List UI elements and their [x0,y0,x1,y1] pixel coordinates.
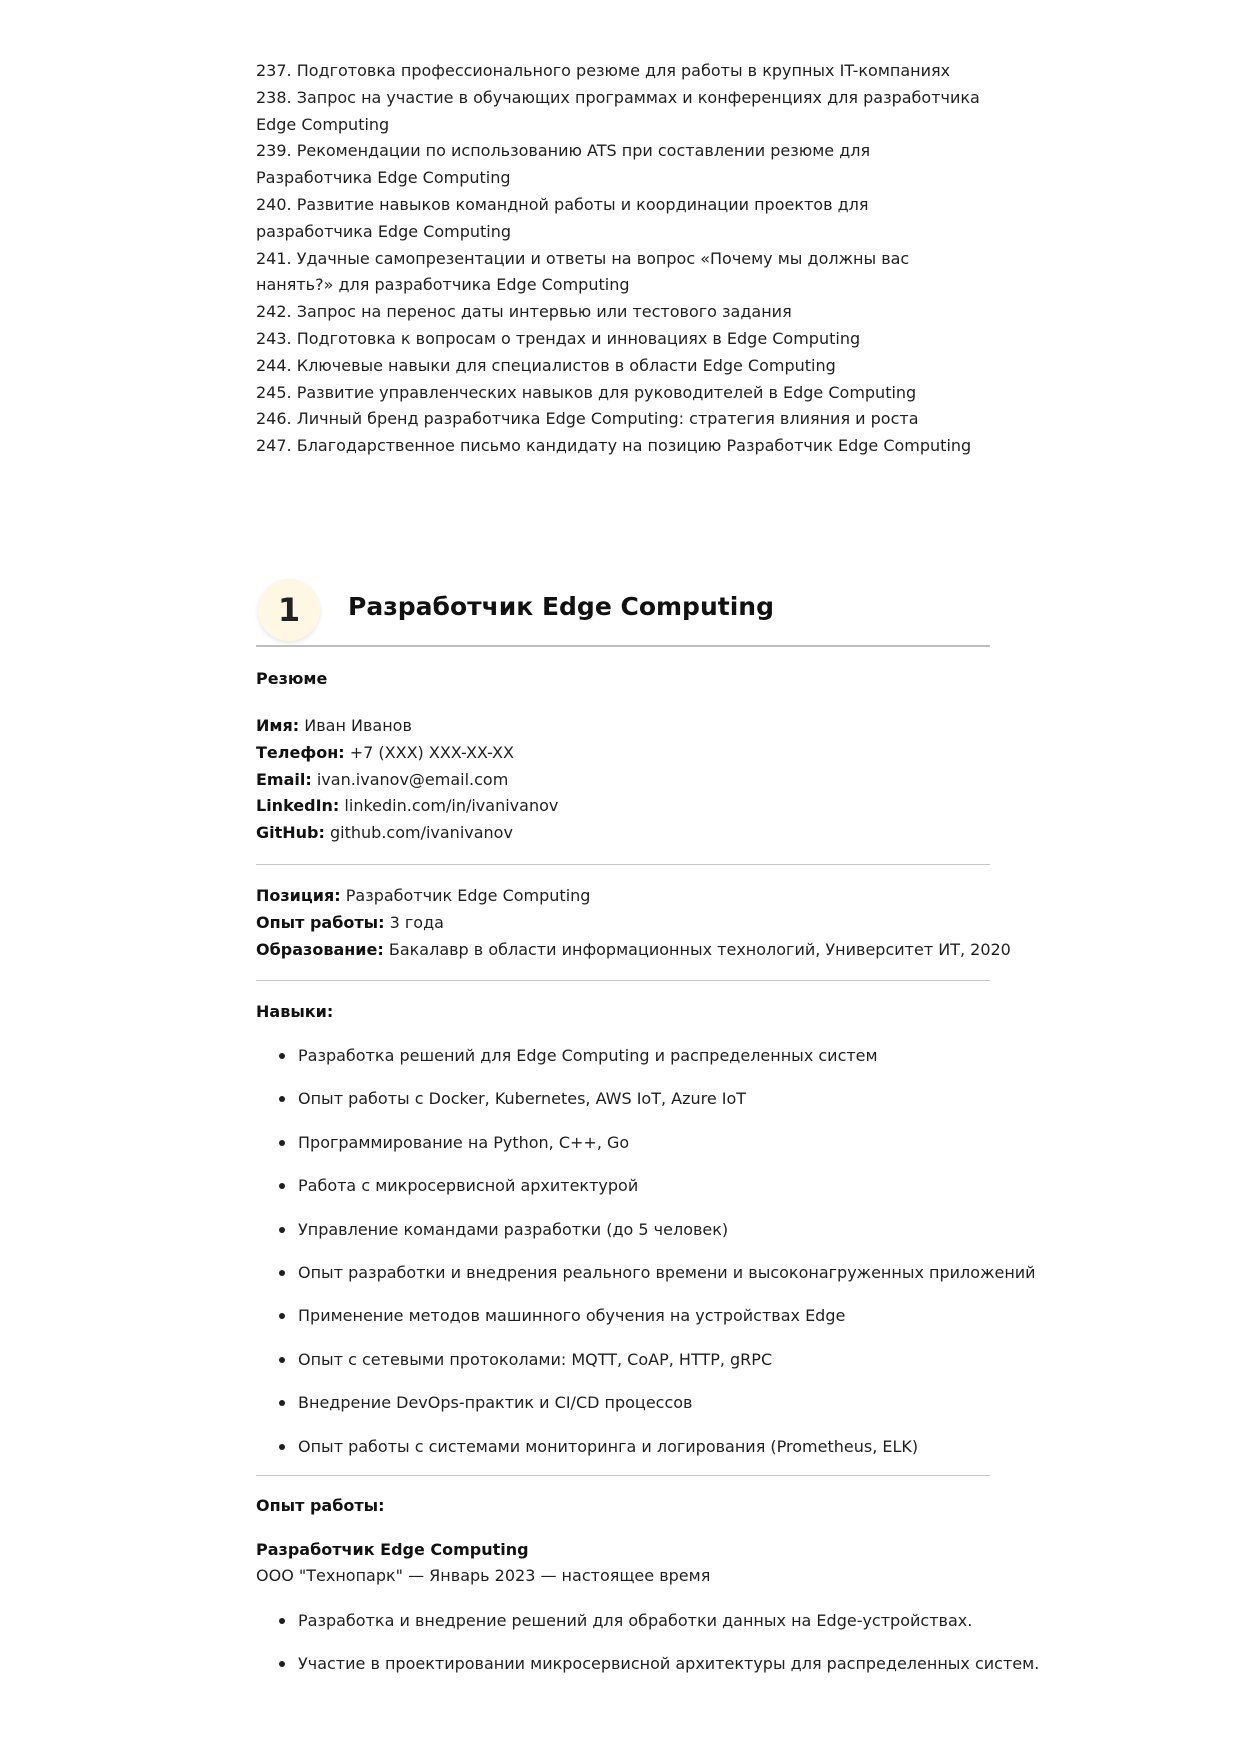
summary-block [256,883,1011,963]
job-duties-list [256,1608,1040,1695]
summary-position: Позиция: Разработчик Edge Computing [256,886,591,905]
skill-item: Опыт разработки и внедрения реального времени и высоконагруженных приложений [256,1260,990,1303]
job-company-period: ООО "Технопарк" — Январь 2023 — настоящее время [256,1566,711,1585]
skill-item: Применение методов машинного обучения на устройствах Edge [256,1303,990,1346]
toc-item[interactable]: 245. Развитие управленческих навыков для руководителей в Edge Computing [256,382,917,402]
contact-email: Email: ivan.ivanov@email.com [256,769,509,789]
contact-block [256,713,990,847]
section-header [256,578,990,648]
resume-heading: Резюме [256,669,328,688]
toc-item[interactable]: 243. Подготовка к вопросам о трендах и инновациях в Edge Computing [256,328,861,348]
skill-item: Опыт работы с системами мониторинга и логирования (Prometheus, ELK) [256,1434,990,1477]
skills-list [256,1043,1036,1477]
section-title: Разработчик Edge Computing [348,592,774,621]
summary-experience: Опыт работы: 3 года [256,912,444,932]
skill-item: Управление командами разработки (до 5 человек) [256,1217,990,1260]
contact-phone: Телефон: +7 (XXX) XXX-XX-XX [256,742,514,762]
skills-heading: Навыки: [256,1002,334,1021]
skill-item: Программирование на Python, C++, Go [256,1130,990,1173]
summary-education: Образование: Бакалавр в области информационных технологий, Университет ИТ, 2020 [256,939,1011,959]
skill-item: Опыт с сетевыми протоколами: MQTT, CoAP, HTTP, gRPC [256,1347,990,1390]
toc-item[interactable]: 237. Подготовка профессионального резюме для работы в крупных IT-компаниях [256,61,951,80]
divider [256,864,990,865]
toc-item[interactable]: 244. Ключевые навыки для специалистов в области Edge Computing [256,355,836,375]
toc-item[interactable]: 239. Рекомендации по использованию ATS при составлении резюме для Разработчика Edge Computing [256,141,871,188]
section-number-badge: 1 [258,579,320,641]
section-divider [256,645,990,647]
skill-item: Работа с микросервисной архитектурой [256,1173,990,1216]
skill-item: Внедрение DevOps-практик и CI/CD процессов [256,1390,990,1433]
toc-item[interactable]: 238. Запрос на участие в обучающих программах и конференциях для разработчика Edge Computing [256,87,980,134]
experience-heading: Опыт работы: [256,1496,385,1515]
toc-item[interactable]: 240. Развитие навыков командной работы и координации проектов для разработчика Edge Computing [256,194,869,241]
job-duty-item: Участие в проектировании микросервисной архитектуры для распределенных систем. [256,1651,990,1694]
toc-item[interactable]: 242. Запрос на перенос даты интервью или тестового задания [256,302,792,322]
job-duty-item: Разработка и внедрение решений для обработки данных на Edge-устройствах. [256,1608,990,1651]
toc-item[interactable]: 247. Благодарственное письмо кандидату на позицию Разработчик Edge Computing [256,436,972,456]
skill-item: Разработка решений для Edge Computing и распределенных систем [256,1043,990,1086]
divider [256,1475,990,1476]
divider [256,980,990,981]
contact-name: Имя: Иван Иванов [256,716,412,735]
toc-item[interactable]: 246. Личный бренд разработчика Edge Computing: стратегия влияния и роста [256,409,919,429]
job-title: Разработчик Edge Computing [256,1540,529,1559]
contact-github: GitHub: github.com/ivanivanov [256,823,513,843]
contact-linkedin: LinkedIn: linkedin.com/in/ivanivanov [256,796,559,816]
skill-item: Опыт работы с Docker, Kubernetes, AWS IoT, Azure IoT [256,1086,990,1129]
toc-item[interactable]: 241. Удачные самопрезентации и ответы на вопрос «Почему мы должны вас нанять?» для разработчика Edge Computing [256,248,910,295]
toc-list [256,58,990,460]
